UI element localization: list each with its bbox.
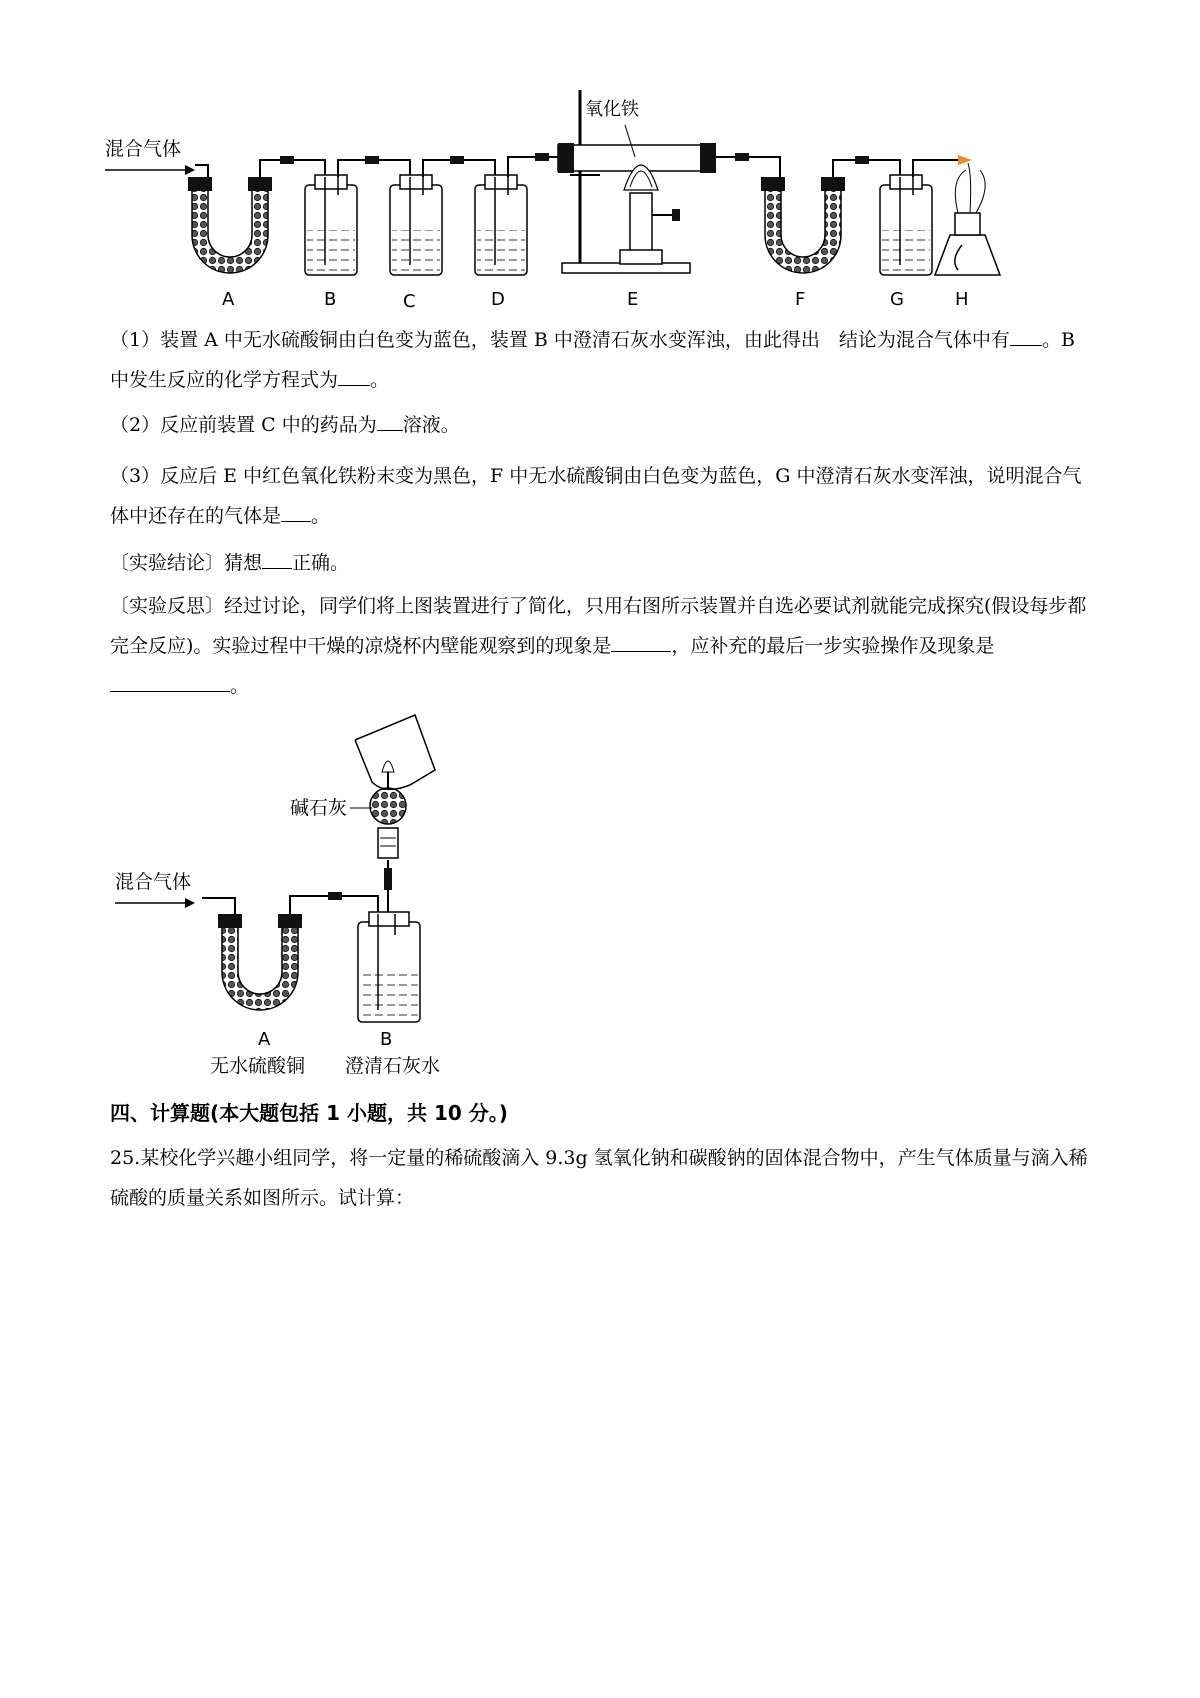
label-h: H — [955, 289, 969, 310]
bottle-d — [475, 175, 527, 275]
experiment-reflection: 〔实验反思〕经过讨论，同学们将上图装置进行了简化，只用右图所示装置并自选必要试剂就能完成探究(假设每步都完全反应)。实验过程中干燥的凉烧杯内壁能观察到的现象是 ，应补充的最后一步实验操作及现象是。 — [110, 595, 1087, 697]
label-b: B — [380, 1029, 393, 1050]
soda-lime-label: 碱石灰 — [290, 797, 348, 819]
label-b: B — [324, 289, 337, 310]
section-4-heading: 四、计算题(本大题包括 1 小题，共 10 分。) — [110, 1101, 508, 1125]
u-tube-a — [218, 914, 302, 1010]
alcohol-lamp-h — [935, 163, 1000, 275]
label-a: A — [258, 1029, 271, 1050]
label-e: E — [627, 289, 639, 310]
question-3: （3）反应后 E 中红色氧化铁粉末变为黑色，F 中无水硫酸铜由白色变为蓝色，G 中澄清石灰水变浑浊，说明混合气体中还存在的气体是 。 — [110, 465, 1082, 527]
apparatus-figure-full — [100, 85, 1070, 325]
iron-oxide-label: 氧化铁 — [585, 99, 639, 120]
label-d: D — [491, 289, 505, 310]
label-g: G — [890, 289, 904, 310]
bottle-g — [880, 175, 932, 275]
beaker — [355, 715, 435, 789]
u-tube-a — [188, 177, 272, 273]
u-tube-f — [761, 177, 845, 273]
limewater-label: 澄清石灰水 — [345, 1055, 441, 1077]
question-1: （1）装置 A 中无水硫酸铜由白色变为蓝色，装置 B 中澄清石灰水变浑浊，由此得出 结论为混合气体中有 。B 中发生反应的化学方程式为 。 — [110, 329, 1075, 391]
mixed-gas-label: 混合气体 — [115, 871, 192, 893]
drying-tube — [370, 761, 406, 858]
answer-blank — [262, 550, 292, 569]
answer-blank — [377, 412, 403, 431]
label-a: A — [222, 289, 235, 310]
combustion-tube-e — [558, 90, 716, 273]
question-2: （2）反应前装置 C 中的药品为 溶液。 — [110, 414, 460, 436]
bottle-c — [390, 175, 442, 275]
bottle-b — [358, 912, 420, 1022]
answer-blank — [110, 673, 230, 692]
anhydrous-copper-sulfate-label: 无水硫酸铜 — [210, 1055, 306, 1077]
flame-icon — [958, 155, 972, 165]
answer-blank — [338, 367, 370, 386]
label-f: F — [795, 289, 806, 310]
label-c: C — [403, 291, 416, 312]
answer-blank — [281, 503, 311, 522]
question-25: 25.某校化学兴趣小组同学，将一定量的稀硫酸滴入 9.3g 氢氧化钠和碳酸钠的固体混合物中，产生气体质量与滴入稀硫酸的质量关系如图所示。试计算： — [110, 1147, 1088, 1209]
answer-blank — [611, 633, 671, 652]
mixed-gas-label: 混合气体 — [105, 138, 182, 160]
experiment-conclusion: 〔实验结论〕猜想 正确。 — [110, 552, 350, 574]
apparatus-figure-simplified — [110, 710, 510, 1080]
bottle-b — [305, 175, 357, 275]
answer-blank — [1010, 327, 1042, 346]
